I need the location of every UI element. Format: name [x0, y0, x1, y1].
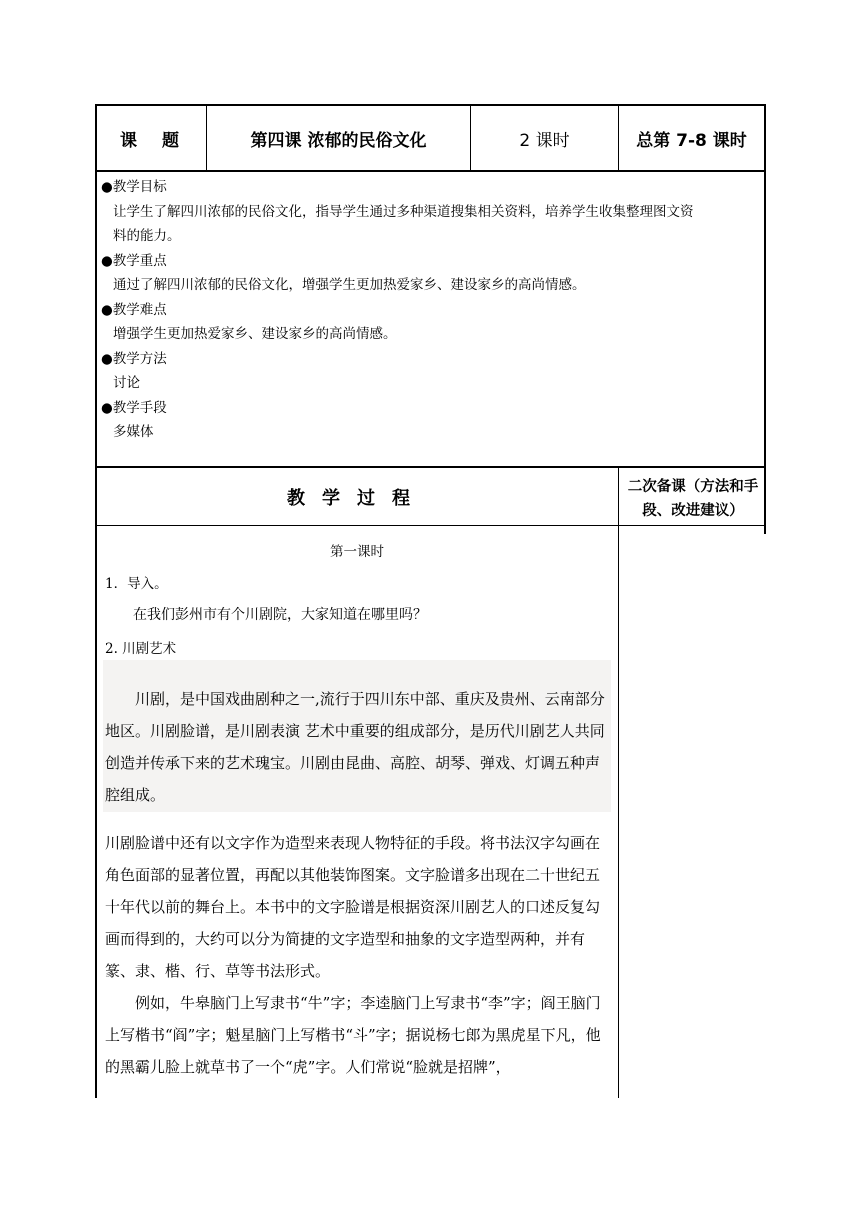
paragraph-opera-intro: 川剧，是中国戏曲剧种之一,流行于四川东中部、重庆及贵州、云南部分地区。川剧脸谱，是川剧表演 艺术中重要的组成部分，是历代川剧艺人共同创造并传承下来的艺术瑰宝。川剧由昆曲、高腔、胡琴、弹戏、灯调五种声腔组成。 — [105, 690, 605, 804]
objective-heading: ●教学手段 — [101, 399, 167, 416]
paragraph-examples: 例如，牛皋脑门上写隶书“牛”字；李逵脑门上写隶书“李”字；阎王脑门上写楷书“阎”字；魁星脑门上写楷书“斗”字；据说杨七郎为黑虎星下凡，他的黑霸儿脸上就草书了一个“虎”字。人们常说“脸就是招牌”， — [105, 994, 601, 1076]
table-rule-header — [95, 170, 766, 172]
step-intro: 1．导入。 — [105, 576, 168, 592]
step-intro-text: 在我们彭州市有个川剧院，大家知道在哪里吗？ — [133, 607, 427, 623]
step-opera: 2. 川剧艺术 — [105, 641, 177, 657]
objectives-block — [101, 175, 761, 445]
table-rule-backup — [618, 466, 619, 1098]
objective-text: 通过了解四川浓郁的民俗文化，增强学生更加热爱家乡、建设家乡的高尚情感。 — [113, 277, 586, 293]
objective-text: 讨论 — [113, 375, 140, 391]
backup-title: 二次备课（方法和手段、改进建议） — [627, 479, 759, 519]
paragraph-text-masks: 川剧脸谱中还有以文字作为造型来表现人物特征的手段。将书法汉字勾画在角色面部的显著位置，再配以其他装饰图案。文字脸谱多出现在二十世纪五十年代以前的舞台上。本书中的文字脸谱是根据资深川剧艺人的口述反复勾画而得到的，大约可以分为简捷的文字造型和抽象的文字造型两种，并有篆、隶、楷、行、草等书法形式。 — [105, 834, 601, 980]
lesson-title: 第四课 浓郁的民俗文化 — [250, 130, 427, 151]
lesson-hours: 2 课时 — [519, 130, 570, 151]
table-border-right — [764, 104, 766, 534]
objective-heading: ●教学难点 — [101, 301, 167, 318]
header-label: 课 题 — [120, 130, 183, 151]
table-border-left — [95, 104, 97, 1098]
objective-text: 让学生了解四川浓郁的民俗文化，指导学生通过多种渠道搜集相关资料，培养学生收集整理图文资 — [113, 203, 694, 220]
objective-heading: ●教学方法 — [101, 350, 167, 367]
objective-heading: ●教学重点 — [101, 252, 167, 269]
objective-text-cont: 料的能力。 — [113, 228, 181, 244]
objective-heading: ●教学目标 — [101, 179, 167, 195]
lesson-plan-table — [95, 104, 766, 1098]
total-hours: 总第 7-8 课时 — [636, 130, 747, 151]
objective-text: 多媒体 — [113, 424, 154, 440]
process-title: 教学过程 — [287, 488, 427, 509]
session-title: 第一课时 — [330, 544, 384, 560]
objective-text: 增强学生更加热爱家乡、建设家乡的高尚情感。 — [113, 326, 397, 342]
